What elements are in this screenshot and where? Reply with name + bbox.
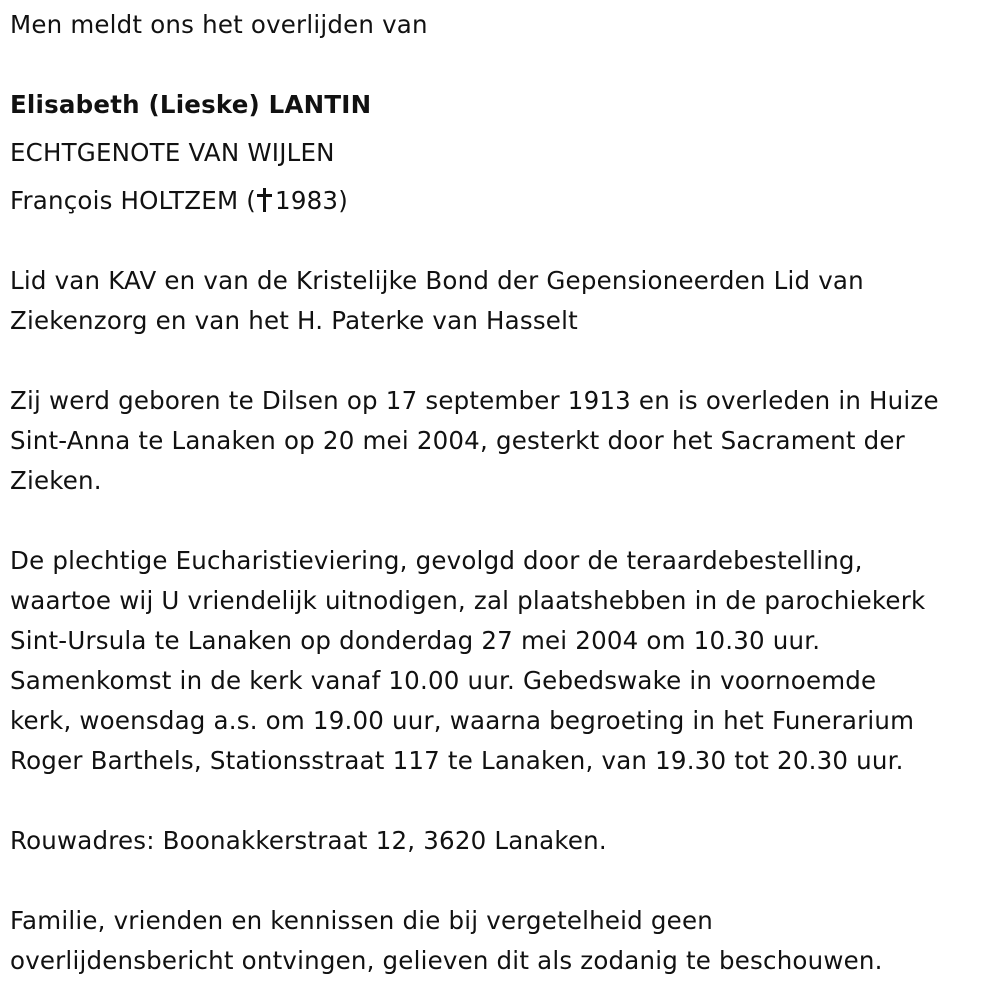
spouse-line bbox=[10, 181, 348, 221]
spouse-title: ECHTGENOTE VAN WIJLEN bbox=[10, 138, 335, 167]
spouse-name: François HOLTZEM ( bbox=[10, 186, 257, 215]
birth-death-line-2: Sint-Anna te Lanaken op 20 mei 2004, gesterkt door het Sacrament der bbox=[10, 426, 905, 455]
ceremony-line-2: waartoe wij U vriendelijk uitnodigen, zal plaatshebben in de parochiekerk bbox=[10, 586, 926, 615]
memberships-line-1: Lid van KAV en van de Kristelijke Bond der Gepensioneerden Lid van bbox=[10, 266, 864, 295]
closing-line-1: Familie, vrienden en kennissen die bij vergetelheid geen bbox=[10, 906, 713, 935]
ceremony-line-6: Roger Barthels, Stationsstraat 117 te Lanaken, van 19.30 tot 20.30 uur. bbox=[10, 746, 904, 775]
memberships-line-2: Ziekenzorg en van het H. Paterke van Hasselt bbox=[10, 306, 578, 335]
deceased-name: Elisabeth (Lieske) LANTIN bbox=[10, 90, 372, 119]
birth-death-line-1: Zij werd geboren te Dilsen op 17 september 1913 en is overleden in Huize bbox=[10, 386, 939, 415]
ceremony-line-4: Samenkomst in de kerk vanaf 10.00 uur. Gebedswake in voornoemde bbox=[10, 666, 877, 695]
birth-death-line-3: Zieken. bbox=[10, 466, 102, 495]
intro-line: Men meldt ons het overlijden van bbox=[10, 10, 428, 39]
closing-line-2: overlijdensbericht ontvingen, gelieven dit als zodanig te beschouwen. bbox=[10, 946, 883, 975]
ceremony-line-5: kerk, woensdag a.s. om 19.00 uur, waarna begroeting in het Funerarium bbox=[10, 706, 915, 735]
spouse-death-year: 1983) bbox=[275, 186, 348, 215]
ceremony-line-1: De plechtige Eucharistieviering, gevolgd door de teraardebestelling, bbox=[10, 546, 863, 575]
mourning-address: Rouwadres: Boonakkerstraat 12, 3620 Lanaken. bbox=[10, 826, 607, 855]
ceremony-line-3: Sint-Ursula te Lanaken op donderdag 27 mei 2004 om 10.30 uur. bbox=[10, 626, 821, 655]
cross-icon bbox=[257, 187, 272, 213]
